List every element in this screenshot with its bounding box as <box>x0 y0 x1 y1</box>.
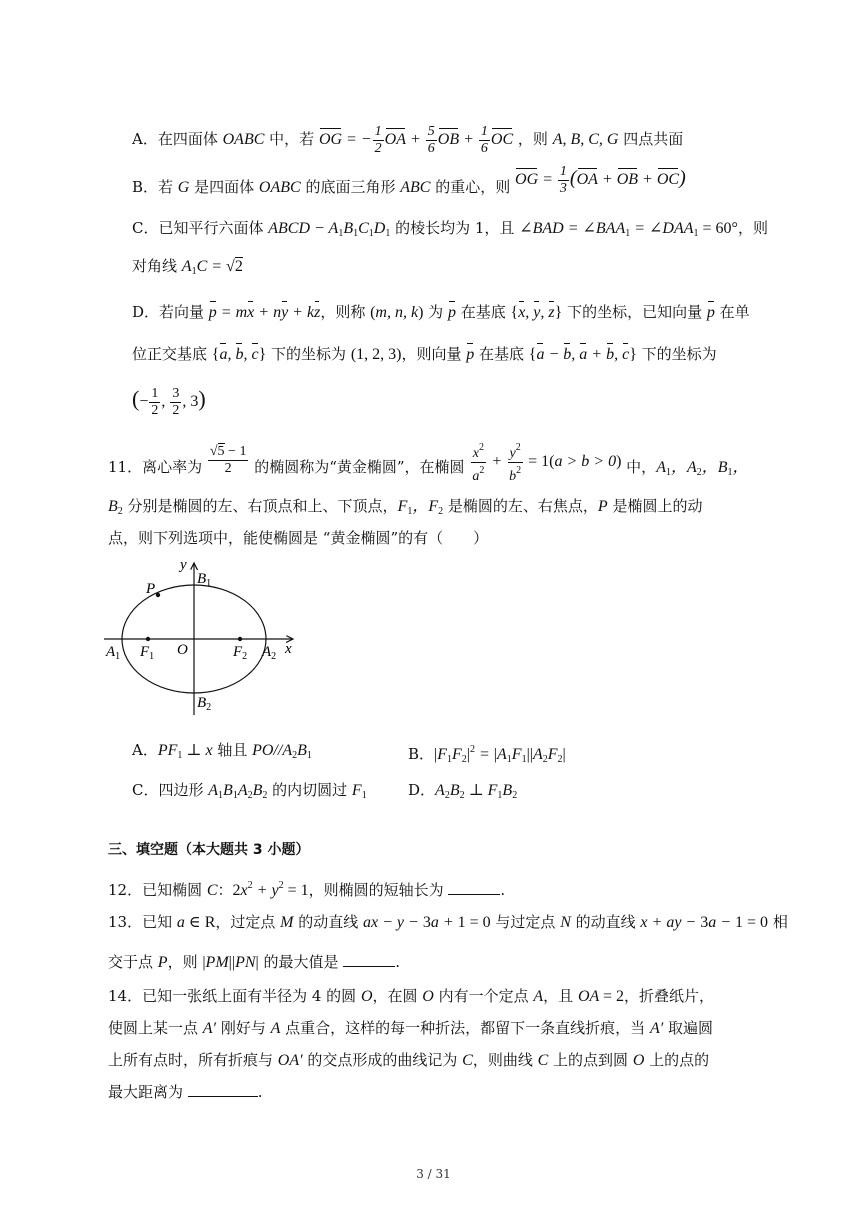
q11-line3 <box>108 528 488 548</box>
point-m: M <box>280 914 294 931</box>
coordinate-triple: (m, n, k) <box>370 304 424 321</box>
point-a: A <box>270 1020 281 1037</box>
perp-condition: $PF_1$ ⊥ x <box>157 742 213 761</box>
perp-lines: $A_2B_2$ ⊥ $F_1B_2$ <box>435 782 518 801</box>
segment-oa-prime: OA′ <box>277 1052 303 1069</box>
q14-l1d: ，且 <box>543 987 578 1005</box>
q11-option-b-label: B． <box>408 745 435 763</box>
focus-f1-dot <box>146 637 150 641</box>
vector-p: p <box>706 304 715 321</box>
page-number: 3 / 31 <box>416 1167 451 1181</box>
q14-line4 <box>108 1082 263 1102</box>
q13-line1 <box>108 912 788 933</box>
q11-option-d <box>408 780 517 806</box>
curve-c: C <box>537 1052 549 1069</box>
coordinate-answer: (− $\frac{1}{2}$ , $\frac{3}{2}$ , 3) <box>132 386 206 418</box>
q14-l1a: 14．已知一张纸上面有半径为 4 的圆 <box>108 987 361 1005</box>
option-d-end: 在单 <box>714 303 750 321</box>
tetrahedron-name: OABC <box>222 131 265 149</box>
label-o: O <box>177 642 188 658</box>
option-a-then: ，则 <box>517 130 553 149</box>
q14-l1b: ，在圆 <box>372 987 423 1005</box>
q14-l2a: 使圆上某一点 <box>108 1019 203 1037</box>
q13-l2b: ，则 <box>167 953 203 971</box>
circle-o: O <box>360 988 373 1005</box>
option-b <box>132 164 686 205</box>
basis-abc: {a, b, c} <box>211 346 267 363</box>
q14-line2 <box>108 1018 713 1039</box>
option-b-mid2: 的底面三角形 <box>300 178 401 197</box>
q11-option-a-mid: 轴且 <box>212 741 253 759</box>
label-b1: $B_1$ <box>197 571 212 589</box>
q13-mid4: 的动直线 <box>570 913 641 931</box>
centroid-equation: OG = $\frac{1}{3}$ (OA + OB + OC) <box>515 164 686 196</box>
foci-list: $F_1$，$F_2$ <box>397 498 444 517</box>
label-b2: $B_2$ <box>197 695 212 713</box>
label-a1: $A_1$ <box>106 644 121 662</box>
option-d-mid2: 为 <box>423 303 448 321</box>
q14-end: . <box>257 1083 263 1101</box>
q14-l4a: 最大距离为 <box>108 1083 188 1101</box>
q11-text5: 是椭圆的左、右焦点， <box>443 497 598 515</box>
curve-c: C <box>462 1052 473 1069</box>
circle-o: O <box>632 1052 645 1069</box>
basis-new: {a − b, a + b, c} <box>528 346 637 363</box>
q14-l3b: 的交点形成的曲线记为 <box>302 1051 463 1069</box>
b2-label: $B_2$ <box>108 498 123 517</box>
q11-option-c <box>132 780 367 806</box>
option-d-mid3: 在基底 <box>455 303 511 321</box>
tetrahedron-name: OABC <box>258 179 301 197</box>
option-d-line2c: ，则向量 <box>401 345 467 363</box>
q14-l3a: 上所有点时，所有折痕与 <box>108 1051 278 1069</box>
q11-text3: 中， <box>621 458 657 477</box>
label-x: x <box>285 641 292 657</box>
vertex-list: $A_1$，$A_2$，$B_1$， <box>656 459 749 479</box>
product-condition: $|F_1F_2|^2 = |A_1F_1||A_2F_2|$ <box>434 744 566 765</box>
q12-colon: ： <box>217 881 233 899</box>
option-b-mid1: 是四面体 <box>189 178 259 197</box>
label-f2: $F_2$ <box>233 644 248 662</box>
q13-line2 <box>108 952 400 973</box>
option-b-text: B．若 <box>132 178 178 197</box>
q11-option-b <box>408 740 566 770</box>
q14-line3 <box>108 1050 709 1071</box>
option-d-mid4: 下的坐标，已知向量 <box>562 303 707 321</box>
q14-l3c: ，则曲线 <box>472 1051 538 1069</box>
q14-line1 <box>108 986 714 1007</box>
q13-end: . <box>395 953 401 971</box>
point-a-prime: A′ <box>649 1020 664 1037</box>
vector-p: p <box>447 304 456 321</box>
q11-option-d-label: D． <box>408 781 436 799</box>
q13-mid1: ，过定点 <box>215 913 281 931</box>
q12-end: . <box>500 881 506 899</box>
ellipse-figure <box>100 555 300 720</box>
focus-f2-dot <box>238 637 242 641</box>
q11-option-c-label: C．四边形 <box>132 781 209 799</box>
option-d-line2d: 在基底 <box>474 345 529 363</box>
line-2-equation: x + ay − 3a − 1 = 0 <box>640 914 769 931</box>
q12 <box>108 876 505 901</box>
q14-l3d: 上的点到圆 <box>548 1051 633 1069</box>
angle-equation: ∠BAD = $\angle BAA_1$ = $\angle DAA_1 = 60^\circ$ <box>519 220 738 239</box>
vector-p-decomposition: p = mx + ny + kz <box>208 304 321 321</box>
q11-text: 11．离心率为 <box>108 458 207 477</box>
option-a <box>132 124 683 157</box>
q13-end: 相 <box>768 913 788 931</box>
q11-option-a <box>132 740 312 766</box>
circle-o: O <box>422 988 434 1005</box>
q13-l2c: 的最大值是 <box>258 953 344 971</box>
option-c-text: C．已知平行六面体 <box>132 219 269 237</box>
option-c <box>132 218 768 244</box>
option-d-line2 <box>132 344 717 365</box>
q11-text4: 分别是椭圆的左、右顶点和上、下顶点， <box>122 497 398 515</box>
q13-l2a: 交于点 <box>108 953 158 971</box>
option-d-text: D．若向量 <box>132 303 209 321</box>
label-a2: $A_2$ <box>262 644 277 662</box>
q14-l2d: 取遍圆 <box>663 1019 713 1037</box>
q13-mid3: 与过定点 <box>490 913 561 931</box>
point-p: P <box>597 498 608 515</box>
point-p-dot <box>156 593 160 597</box>
q11-option-c-mid: 的内切圆过 <box>267 781 352 799</box>
triangle-name: ABC <box>400 179 431 197</box>
quadrilateral-name: $A_1B_1A_2B_2$ <box>208 782 268 801</box>
label-p: P <box>146 581 156 597</box>
q12-answer-blank[interactable] <box>448 880 500 895</box>
q12-equation: $2x^2 + y^2 = 1$ <box>232 880 309 899</box>
vector-p: p <box>466 346 475 363</box>
q12-text: 12．已知椭圆 <box>108 881 207 899</box>
ellipse-c: C <box>206 882 218 899</box>
q11-text7: 点，则下列选项中，能使椭圆是 “黄金椭圆”的有（ ） <box>108 529 489 547</box>
point-n: N <box>560 914 571 931</box>
q11-text2: 的椭圆称为“黄金椭圆”，在椭圆 <box>249 458 470 477</box>
option-d-mid1: ，则称 <box>320 303 371 321</box>
q13-mid2: 的动直线 <box>293 913 364 931</box>
section-title: 三、填空题（本大题共 3 小题） <box>108 842 310 858</box>
points-list: A, B, C, G <box>552 131 619 149</box>
q14-l2b: 刚好与 <box>216 1019 271 1037</box>
q11-text6: 是椭圆上的动 <box>607 497 703 515</box>
option-a-mid: 中，若 <box>264 130 319 149</box>
label-y: y <box>180 557 187 573</box>
option-d-line2b: 下的坐标为 <box>266 345 351 363</box>
q14-l1e: ，折叠纸片， <box>624 987 715 1005</box>
option-d-line3 <box>132 386 206 419</box>
q11-line1 <box>108 442 749 491</box>
a-in-r: a ∈ R <box>176 914 216 931</box>
point-p: P <box>157 954 168 971</box>
parallel-condition: $PO//A_2B_1$ <box>252 742 312 761</box>
q11-line2 <box>108 496 702 522</box>
point-g: G <box>177 179 190 197</box>
q11-option-a-label: A． <box>132 741 158 759</box>
q13-answer-blank[interactable] <box>343 952 395 967</box>
option-d-line2e: 下的坐标为 <box>636 345 717 363</box>
q13-text: 13．已知 <box>108 913 177 931</box>
q14-answer-blank[interactable] <box>188 1082 258 1097</box>
point-a: A <box>533 988 544 1005</box>
option-d <box>132 302 750 323</box>
q14-l1c: 内有一个定点 <box>433 987 534 1005</box>
pm-pn-product: |PM||PN| <box>202 954 259 971</box>
vector-equation-og: OG = − $\frac{1}{2}$ OA + $\frac{5}{6}$ OB + $\frac{1}{6}$ OC <box>318 124 514 156</box>
coordinate-123: (1, 2, 3) <box>350 346 402 363</box>
point-a-prime: A′ <box>202 1020 217 1037</box>
q14-l2c: 点重合，这样的每一种折法，都留下一条直线折痕，当 <box>280 1019 650 1037</box>
focus-f1: $F_1$ <box>351 782 367 801</box>
line-1-equation: ax − y − 3a + 1 = 0 <box>363 914 491 931</box>
diagonal-label: 对角线 <box>132 257 182 275</box>
q12-text2: ，则椭圆的短轴长为 <box>308 881 449 899</box>
q14-l3e: 上的点的 <box>644 1051 710 1069</box>
option-c-line2 <box>132 256 243 282</box>
diagonal-equation: $A_1C = √2$ <box>181 258 243 277</box>
option-a-text: A．在四面体 <box>132 130 223 149</box>
golden-eccentricity: $\frac{√5 - 1}{2}$ <box>209 444 247 476</box>
option-b-end: 的重心，则 <box>430 178 511 197</box>
option-d-line2a: 位正交基底 <box>132 345 212 363</box>
parallelepiped-name: ABCD − $A_1B_1C_1D_1$ <box>268 220 391 239</box>
basis-xyz: {x, y, z} <box>510 304 563 321</box>
label-f1: $F_1$ <box>140 644 155 662</box>
ellipse-equation: $\frac{x^2}{a^2}$ + $\frac{y^2}{b^2}$ = 1(a > b > 0) <box>472 442 622 484</box>
oa-equation: OA = 2 <box>577 988 625 1005</box>
option-c-end: ，则 <box>737 219 768 237</box>
option-a-end: 四点共面 <box>618 130 684 149</box>
option-c-mid: 的棱长均为 1，且 <box>390 219 520 237</box>
